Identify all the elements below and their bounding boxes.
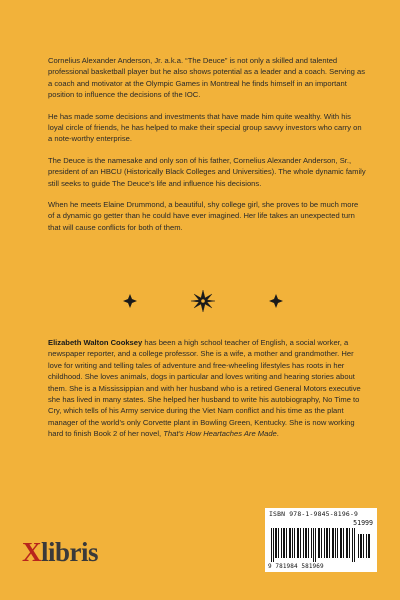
author-bio-end: . [276, 429, 279, 439]
starburst-ornament-icon [191, 290, 215, 312]
publisher-logo [22, 537, 98, 568]
barcode-bars [271, 528, 371, 562]
author-name: Elizabeth Walton Cooksey [48, 338, 143, 347]
price-code: 51999 [353, 519, 373, 527]
blurb-paragraph: He has made some decisions and investments that have made him quite wealthy. With his loyal circle of friends, he has helped to make their special group savvy investors who carry on a note-worthy enterprise. [48, 111, 362, 144]
blurb-paragraph: Cornelius Alexander Anderson, Jr. a.k.a. “The Deuce” is not only a skilled and talented professional basketball player but he also shows potential as a leader and a coach. Serving as a coach and motivator at the Olympic Games in Montreal he finds himself in an important position to influence the decisions of the IOC. [48, 56, 366, 100]
ornament-divider [40, 286, 370, 316]
isbn-barcode [265, 508, 377, 572]
logo-rest: libris [41, 537, 99, 567]
four-point-star-icon [269, 294, 283, 308]
author-bio-text: has been a high school teacher of English, a social worker, a newspaper reporter, and a college professor. She is a wife, a mother and grandmother. Her love for writing and telling tales of adventure and free-wheeling lifestyles has roots in her childhood. She loves animals, dogs in particular and loves writing and hearing stories about them. She is a Mississippian and with her husband who is a retired General Motors executive she has lived in many states. She helped her husband to write his autobiography, No Time to Cry, which tells of his Army service during the Viet Nam conflict and his time as the plant manager of the world’s only Corvette plant in Bowling Green, Kentucky. She is now working hard to finish Book 2 of her novel, [48, 338, 361, 439]
ean-digits: 9 781984 581969 [268, 563, 324, 570]
isbn-label: ISBN 978-1-9845-8196-9 [269, 510, 359, 518]
author-bio [48, 337, 368, 440]
four-point-star-icon [123, 294, 137, 308]
book-title: That’s How Heartaches Are Made [163, 429, 277, 439]
blurb-paragraph: When he meets Elaine Drummond, a beautiful, shy college girl, she proves to be much more of a dynamic go getter than he could have ever imagined. Her life takes an unexpected turn that will cause conflicts for both of them. [48, 200, 359, 232]
book-blurb [48, 55, 366, 243]
blurb-paragraph: The Deuce is the namesake and only son of his father, Cornelius Alexander Anderson, Sr., president of an HBCU (Historically Black Colleges and Universities). The whole dynamic family still seeks to guide The Deuce’s life and influence his decisions. [48, 155, 366, 188]
logo-x: X [22, 537, 41, 567]
